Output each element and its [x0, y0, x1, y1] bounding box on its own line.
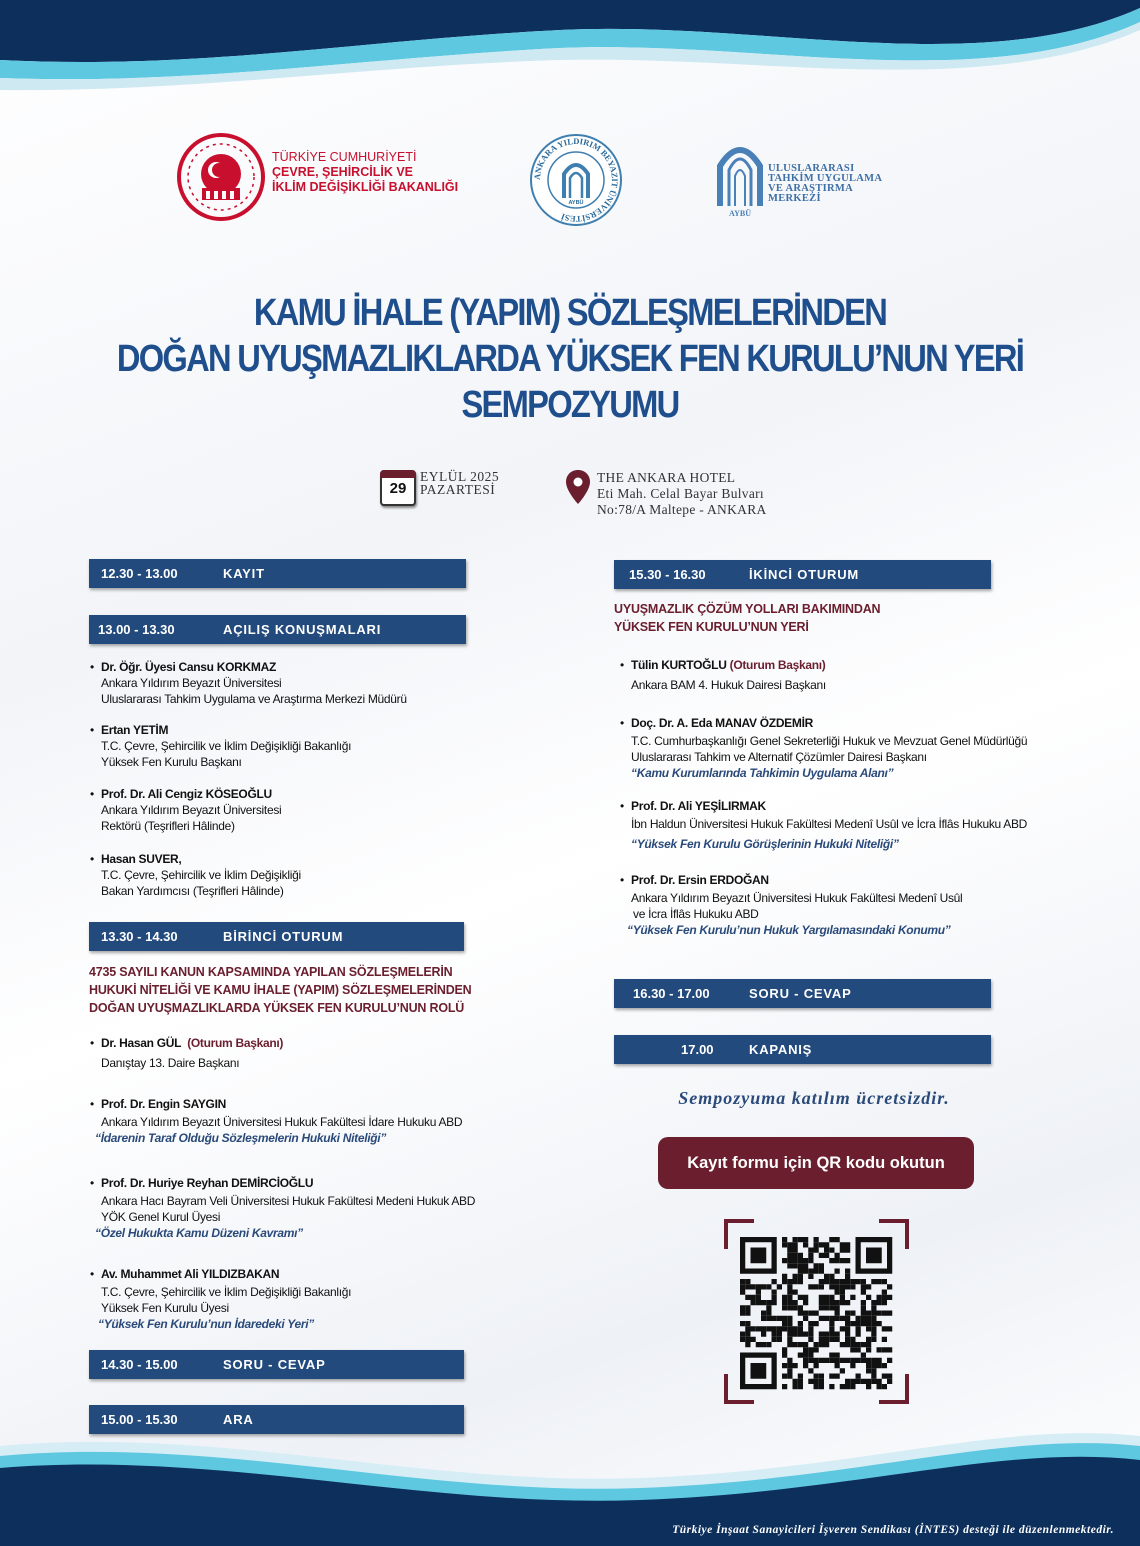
- ministry-line-1: TÜRKİYE CUMHURİYETİ: [272, 150, 417, 164]
- tahkim-center-logo: [714, 136, 914, 220]
- speaker-title: Uluslararası Tahkim ve Alternatif Çözümler Dairesi Başkanı: [631, 750, 927, 764]
- ministry-line-2: ÇEVRE, ŞEHİRCİLİK VE: [272, 165, 413, 179]
- talk-title: “Kamu Kurumlarında Tahkimin Uygulama Alanı”: [631, 766, 894, 780]
- schedule-label: İKİNCİ OTURUM: [749, 567, 860, 582]
- speaker-affiliation: Ankara Yıldırım Beyazıt Üniversitesi Hukuk Fakültesi Medenî Usûl: [631, 891, 963, 905]
- talk-title: “Yüksek Fen Kurulu’nun İdaredeki Yeri”: [98, 1317, 314, 1331]
- svg-text:ANKARA YILDIRIM BEYAZIT ÜNİVER: ANKARA YILDIRIM BEYAZIT ÜNİVERSİTESİ: [531, 135, 621, 225]
- svg-text:AYBÜ: AYBÜ: [568, 200, 584, 206]
- venue-address-1: Eti Mah. Celal Bayar Bulvarı: [597, 486, 764, 501]
- speaker-title: Uluslararası Tahkim Uygulama ve Araştırma Merkezi Müdürü: [101, 692, 407, 706]
- symposium-title: [0, 290, 1140, 428]
- registration-qr-button[interactable]: Kayıt formu için QR kodu okutun: [658, 1137, 974, 1189]
- ministry-line-3: İKLİM DEĞİŞİKLİĞİ BAKANLIĞI: [272, 180, 459, 194]
- speaker-affiliation: T.C. Çevre, Şehircilik ve İklim Değişikliği Bakanlığı: [101, 739, 352, 753]
- venue-address-2: No:78/A Maltepe - ANKARA: [597, 502, 767, 517]
- session-title-line: YÜKSEK FEN KURULU’NUN YERİ: [614, 620, 809, 634]
- session-title-birinci: [89, 963, 472, 1017]
- speaker-item: • Prof. Dr. Ali Cengiz KÖSEOĞLU Ankara Yıldırım Beyazıt Üniversitesi Rektörü (Teşrifleri Hâlinde): [90, 787, 282, 833]
- event-weekday: PAZARTESİ: [420, 482, 496, 497]
- location-pin-icon: [566, 470, 590, 504]
- speaker-item: • Prof. Dr. Ersin ERDOĞAN Ankara Yıldırım Beyazıt Üniversitesi Hukuk Fakültesi Medenî Usûl ve İcra İflâs Hukuku ABD “Yüksek Fen Kurulu’nun Hukuk Yargılamasındaki Konumu”: [620, 873, 963, 937]
- speaker-affiliation: T.C. Cumhurbaşkanlığı Genel Sekreterliği Hukuk ve Mevzuat Genel Müdürlüğü: [631, 734, 1028, 748]
- title-line-3: SEMPOZYUMU: [461, 384, 679, 426]
- speaker-affiliation: Ankara Yıldırım Beyazıt Üniversitesi: [101, 803, 282, 817]
- ministry-logo: [176, 132, 486, 224]
- speaker-item: • Prof. Dr. Engin SAYGIN Ankara Yıldırım Beyazıt Üniversitesi Hukuk Fakültesi İdare Hukuku ABD “İdarenin Taraf Olduğu Sözleşmelerin Hukuki Niteliği”: [90, 1097, 463, 1145]
- logo-row: [0, 132, 1140, 232]
- event-location: [566, 470, 806, 520]
- schedule-label: KAYIT: [223, 566, 265, 581]
- speaker-affiliation: T.C. Çevre, Şehircilik ve İklim Değişikliği Bakanlığı: [101, 1285, 352, 1299]
- schedule-bar-kapanis: [614, 1035, 991, 1064]
- location-text: [597, 470, 767, 518]
- speaker-name: Prof. Dr. Ersin ERDOĞAN: [631, 873, 769, 887]
- schedule-bar-acilis: [89, 615, 466, 644]
- aybu-seal-icon: [528, 132, 624, 228]
- schedule-time: 12.30 - 13.00: [101, 566, 178, 581]
- schedule-label: KAPANIŞ: [749, 1042, 813, 1057]
- speaker-affiliation: Ankara Yıldırım Beyazıt Üniversitesi: [101, 676, 282, 690]
- tahkim-center-name: [768, 164, 882, 204]
- speaker-title: Yüksek Fen Kurulu Üyesi: [101, 1301, 229, 1315]
- speaker-item: • Dr. Öğr. Üyesi Cansu KORKMAZ Ankara Yıldırım Beyazıt Üniversitesi Uluslararası Tahkim Uygulama ve Araştırma Merkezi Müdürü: [90, 660, 407, 706]
- speaker-title: YÖK Genel Kurul Üyesi: [101, 1210, 221, 1224]
- speaker-role: (Oturum Başkanı): [729, 658, 826, 672]
- tahkim-line-3: VE ARAŞTIRMA: [768, 183, 853, 194]
- speaker-affiliation: İbn Haldun Üniversitesi Hukuk Fakültesi Medenî Usûl ve İcra İflâs Hukuku ABD: [631, 817, 1028, 831]
- registration-qr-code[interactable]: [724, 1219, 909, 1404]
- footer-sponsor-note: Türkiye İnşaat Sanayicileri İşveren Sendikası (İNTES) desteği ile düzenlenmektedir.: [672, 1524, 1114, 1536]
- talk-title: “Yüksek Fen Kurulu Görüşlerinin Hukuki Niteliği”: [631, 837, 899, 851]
- ministry-emblem-icon: [176, 132, 266, 222]
- schedule-time: 15.00 - 15.30: [101, 1412, 178, 1427]
- schedule-time: 14.30 - 15.00: [101, 1357, 178, 1372]
- schedule-label: AÇILIŞ KONUŞMALARI: [223, 622, 382, 637]
- top-wave-decoration: [0, 0, 1140, 120]
- event-day: 29: [389, 480, 407, 497]
- speaker-affiliation: Ankara Yıldırım Beyazıt Üniversitesi Hukuk Fakültesi İdare Hukuku ABD: [101, 1115, 463, 1129]
- speaker-name: Hasan SUVER,: [101, 852, 182, 866]
- speaker-name: Prof. Dr. Engin SAYGIN: [101, 1097, 226, 1111]
- speaker-name: Prof. Dr. Ali Cengiz KÖSEOĞLU: [101, 787, 272, 801]
- speaker-name: Doç. Dr. A. Eda MANAV ÖZDEMİR: [631, 716, 813, 730]
- speaker-name: Av. Muhammet Ali YILDIZBAKAN: [101, 1267, 280, 1281]
- talk-title: “İdarenin Taraf Olduğu Sözleşmelerin Hukuki Niteliği”: [95, 1131, 387, 1145]
- session-title-line: 4735 SAYILI KANUN KAPSAMINDA YAPILAN SÖZLEŞMELERİN: [89, 965, 453, 979]
- speaker-title: Bakan Yardımcısı (Teşrifleri Hâlinde): [101, 884, 284, 898]
- schedule-time: 15.30 - 16.30: [629, 567, 706, 582]
- speaker-item: • Hasan SUVER, T.C. Çevre, Şehircilik ve İklim Değişikliği Bakan Yardımcısı (Teşrifleri Hâlinde): [90, 852, 301, 898]
- speaker-name: Dr. Hasan GÜL: [101, 1036, 182, 1050]
- speaker-item: • Ertan YETİM T.C. Çevre, Şehircilik ve İklim Değişikliği Bakanlığı Yüksek Fen Kurulu Başkanı: [90, 723, 352, 769]
- schedule-bar-soru-cevap-2: [614, 979, 991, 1008]
- calendar-icon: [380, 470, 416, 506]
- speaker-affiliation: Ankara BAM 4. Hukuk Dairesi Başkanı: [631, 678, 826, 692]
- speaker-item: • Prof. Dr. Ali YEŞİLIRMAK İbn Haldun Üniversitesi Hukuk Fakültesi Medenî Usûl ve İcra İflâs Hukuku ABD “Yüksek Fen Kurulu Görüşlerinin Hukuki Niteliği”: [620, 799, 1028, 851]
- schedule-time: 16.30 - 17.00: [633, 986, 710, 1001]
- speaker-name: Prof. Dr. Ali YEŞİLIRMAK: [631, 799, 766, 813]
- session-title-line: UYUŞMAZLIK ÇÖZÜM YOLLARI BAKIMINDAN: [614, 602, 881, 616]
- event-month-year: EYLÜL 2025: [420, 469, 500, 484]
- tahkim-line-2: TAHKİM UYGULAMA: [768, 173, 883, 184]
- schedule-time: 17.00: [681, 1042, 714, 1057]
- free-participation-note: Sempozyuma katılım ücretsizdir.: [678, 1088, 950, 1108]
- schedule-label: ARA: [223, 1412, 254, 1427]
- session-title-line: DOĞAN UYUŞMAZLIKLARDA YÜKSEK FEN KURULU’NUN ROLÜ: [89, 1001, 465, 1015]
- speaker-role: (Oturum Başkanı): [187, 1036, 284, 1050]
- schedule-label: SORU - CEVAP: [749, 986, 852, 1001]
- speaker-name: Ertan YETİM: [101, 723, 169, 737]
- tahkim-line-4: MERKEZİ: [768, 193, 821, 204]
- schedule-bar-soru-cevap-1: [89, 1350, 464, 1379]
- speaker-item: • Dr. Hasan GÜL (Oturum Başkanı) Danıştay 13. Daire Başkanı: [90, 1036, 284, 1070]
- speaker-name: Dr. Öğr. Üyesi Cansu KORKMAZ: [101, 660, 276, 674]
- speaker-title: ve İcra İflâs Hukuku ABD: [633, 907, 759, 921]
- speaker-item: • Tülin KURTOĞLU (Oturum Başkanı) Ankara BAM 4. Hukuk Dairesi Başkanı: [620, 658, 826, 692]
- speaker-affiliation: T.C. Çevre, Şehircilik ve İklim Değişikliği: [101, 868, 301, 882]
- talk-title: “Yüksek Fen Kurulu’nun Hukuk Yargılamasındaki Konumu”: [627, 923, 951, 937]
- schedule-label: SORU - CEVAP: [223, 1357, 326, 1372]
- speaker-affiliation: Ankara Hacı Bayram Veli Üniversitesi Hukuk Fakültesi Medeni Hukuk ABD: [101, 1194, 476, 1208]
- schedule-bar-kayit: [89, 559, 466, 588]
- tahkim-line-1: ULUSLARARASI: [768, 163, 855, 174]
- schedule-time: 13.30 - 14.30: [101, 929, 178, 944]
- schedule-label: BİRİNCİ OTURUM: [223, 929, 344, 944]
- speaker-affiliation: Danıştay 13. Daire Başkanı: [101, 1056, 240, 1070]
- session-title-ikinci: [614, 600, 880, 636]
- session-title-line: HUKUKİ NİTELİĞİ VE KAMU İHALE (YAPIM) SÖZLEŞMELERİNDEN: [89, 983, 472, 997]
- aybu-university-logo: [528, 132, 624, 228]
- venue-name: THE ANKARA HOTEL: [597, 470, 736, 485]
- speaker-title: Rektörü (Teşrifleri Hâlinde): [101, 819, 235, 833]
- speaker-name: Prof. Dr. Huriye Reyhan DEMİRCİOĞLU: [101, 1176, 314, 1190]
- title-line-1: KAMU İHALE (YAPIM) SÖZLEŞMELERİNDEN: [253, 292, 887, 334]
- speaker-item: • Av. Muhammet Ali YILDIZBAKAN T.C. Çevre, Şehircilik ve İklim Değişikliği Bakanlığı Yüksek Fen Kurulu Üyesi “Yüksek Fen Kurulu’nun İdaredeki Yeri”: [90, 1267, 352, 1331]
- title-line-2: DOĞAN UYUŞMAZLIKLARDA YÜKSEK FEN KURULU’NUN YERİ: [116, 338, 1024, 380]
- event-date: [380, 470, 530, 510]
- talk-title: “Özel Hukukta Kamu Düzeni Kavramı”: [95, 1226, 303, 1240]
- schedule-time: 13.00 - 13.30: [98, 622, 175, 637]
- speaker-item: • Prof. Dr. Huriye Reyhan DEMİRCİOĞLU Ankara Hacı Bayram Veli Üniversitesi Hukuk Fakültesi Medeni Hukuk ABD YÖK Genel Kurul Üyesi “Özel Hukukta Kamu Düzeni Kavramı”: [90, 1176, 476, 1240]
- svg-text:AYBÜ: AYBÜ: [729, 209, 751, 218]
- schedule-bar-ikinci-oturum: [614, 560, 991, 589]
- tahkim-arch-icon: [714, 136, 766, 220]
- speaker-title: Yüksek Fen Kurulu Başkanı: [101, 755, 242, 769]
- speaker-name: Tülin KURTOĞLU: [631, 658, 727, 672]
- speaker-item: • Doç. Dr. A. Eda MANAV ÖZDEMİR T.C. Cumhurbaşkanlığı Genel Sekreterliği Hukuk ve Mevzuat Genel Müdürlüğü Uluslararası Tahkim ve Alternatif Çözümler Dairesi Başkanı “Kamu Kurumlarında Tahkimin Uygulama Alanı”: [620, 716, 1028, 780]
- ministry-name: [272, 150, 458, 195]
- schedule-bar-birinci-oturum: [89, 922, 464, 951]
- date-text: [420, 470, 499, 496]
